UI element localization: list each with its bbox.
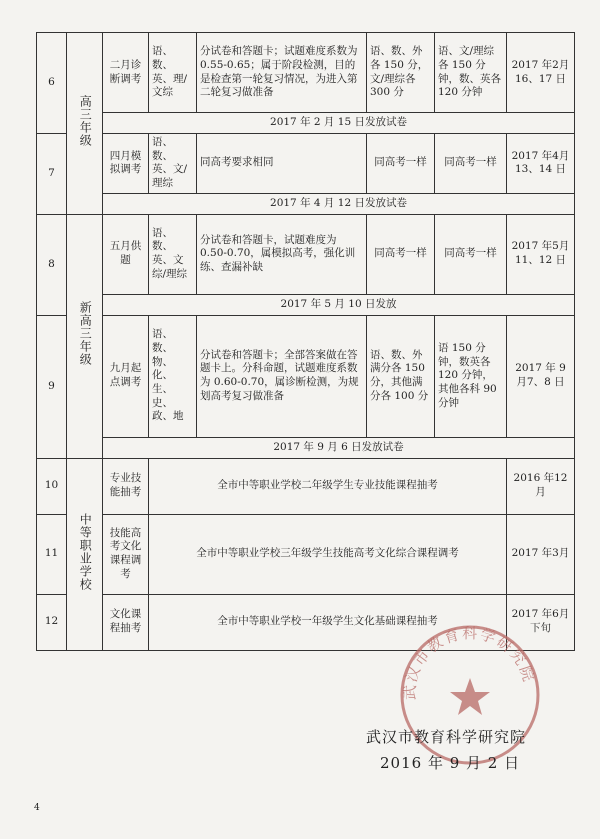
exam-description: 全市中等职业学校三年级学生技能高考文化综合课程调考	[149, 514, 507, 594]
exam-name: 五月供题	[103, 214, 149, 294]
exam-date: 2017 年 9月7、8 日	[507, 315, 575, 437]
table-row	[37, 134, 575, 194]
exam-description: 分试卷和答题卡；全部答案做在答题卡上。分科命题，试题难度系数为 0.60-0.70，属诊断检测，为规划高考复习做准备	[197, 315, 367, 437]
issue-date: 2016 年 9 月 2 日	[380, 754, 521, 772]
exam-name: 技能高考文化课程调考	[103, 514, 149, 594]
exam-date: 2016 年12月	[507, 458, 575, 514]
notice-row	[37, 437, 575, 458]
row-number: 7	[37, 134, 67, 215]
table-row	[37, 514, 575, 594]
seal-text: 武汉市教育科学研究院	[400, 624, 539, 701]
exam-description: 同高考要求相同	[197, 134, 367, 194]
exam-date: 2017 年5月11、12 日	[507, 214, 575, 294]
issuing-organization: 武汉市教育科学研究院	[366, 728, 527, 746]
group-label-senior3: 高三年级	[67, 33, 103, 215]
row-number: 9	[37, 315, 67, 458]
row-number: 12	[37, 594, 67, 650]
row-number: 11	[37, 514, 67, 594]
table-row	[37, 458, 575, 514]
notice-text: 2017 年 9 月 6 日发放试卷	[103, 437, 575, 458]
exam-time: 语、文/理综各 150 分钟，数、英各 120 分钟	[435, 33, 507, 113]
exam-date: 2017 年3月	[507, 514, 575, 594]
page-number: 4	[34, 803, 40, 813]
notice-row	[37, 113, 575, 134]
row-number: 10	[37, 458, 67, 514]
table-row	[37, 315, 575, 437]
exam-score: 语、数、外各 150 分，文/理综各 300 分	[367, 33, 435, 113]
exam-description: 全市中等职业学校二年级学生专业技能课程抽考	[149, 458, 507, 514]
exam-time: 同高考一样	[435, 134, 507, 194]
exam-subjects: 语、数、英、理/文综	[149, 33, 197, 113]
exam-name: 二月诊断调考	[103, 33, 149, 113]
exam-description: 分试卷和答题卡；试题难度系数为 0.55-0.65；属于阶段检测，目的是检查第一轮复习情况，为进入第二轮复习做准备	[197, 33, 367, 113]
exam-score: 语、数、外满分各 150 分，其他满分各 100 分	[367, 315, 435, 437]
exam-score: 同高考一样	[367, 214, 435, 294]
exam-description: 分试卷和答题卡，试题难度为 0.50-0.70，属模拟高考，强化训练、查漏补缺	[197, 214, 367, 294]
exam-subjects: 语、数、英、文/理综	[149, 134, 197, 194]
exam-name: 文化课程抽考	[103, 594, 149, 650]
exam-name: 专业技能抽考	[103, 458, 149, 514]
group-label-new-senior3: 新高三年级	[67, 214, 103, 458]
notice-text: 2017 年 2 月 15 日发放试卷	[103, 113, 575, 134]
seal-star-icon	[450, 678, 490, 715]
table-row	[37, 214, 575, 294]
exam-score: 同高考一样	[367, 134, 435, 194]
exam-date: 2017 年6月下旬	[507, 594, 575, 650]
exam-description: 全市中等职业学校一年级学生文化基础课程抽考	[149, 594, 507, 650]
exam-subjects: 语、数、物、化、生、史、政、地	[149, 315, 197, 437]
official-seal-stamp	[395, 620, 545, 770]
exam-name: 四月模拟调考	[103, 134, 149, 194]
notice-text: 2017 年 5 月 10 日发放	[103, 294, 575, 315]
exam-time: 同高考一样	[435, 214, 507, 294]
exam-subjects: 语、数、英、文综/理综	[149, 214, 197, 294]
row-number: 8	[37, 214, 67, 315]
exam-schedule-table	[36, 32, 575, 651]
notice-text: 2017 年 4 月 12 日发放试卷	[103, 193, 575, 214]
exam-date: 2017 年2月16、17 日	[507, 33, 575, 113]
table-row	[37, 33, 575, 113]
exam-time: 语 150 分钟，数英各 120 分钟，其他各科 90 分钟	[435, 315, 507, 437]
exam-name: 九月起点调考	[103, 315, 149, 437]
notice-row	[37, 193, 575, 214]
group-label-vocational: 中等职业学校	[67, 458, 103, 650]
notice-row	[37, 294, 575, 315]
exam-date: 2017 年4月13、14 日	[507, 134, 575, 194]
row-number: 6	[37, 33, 67, 134]
